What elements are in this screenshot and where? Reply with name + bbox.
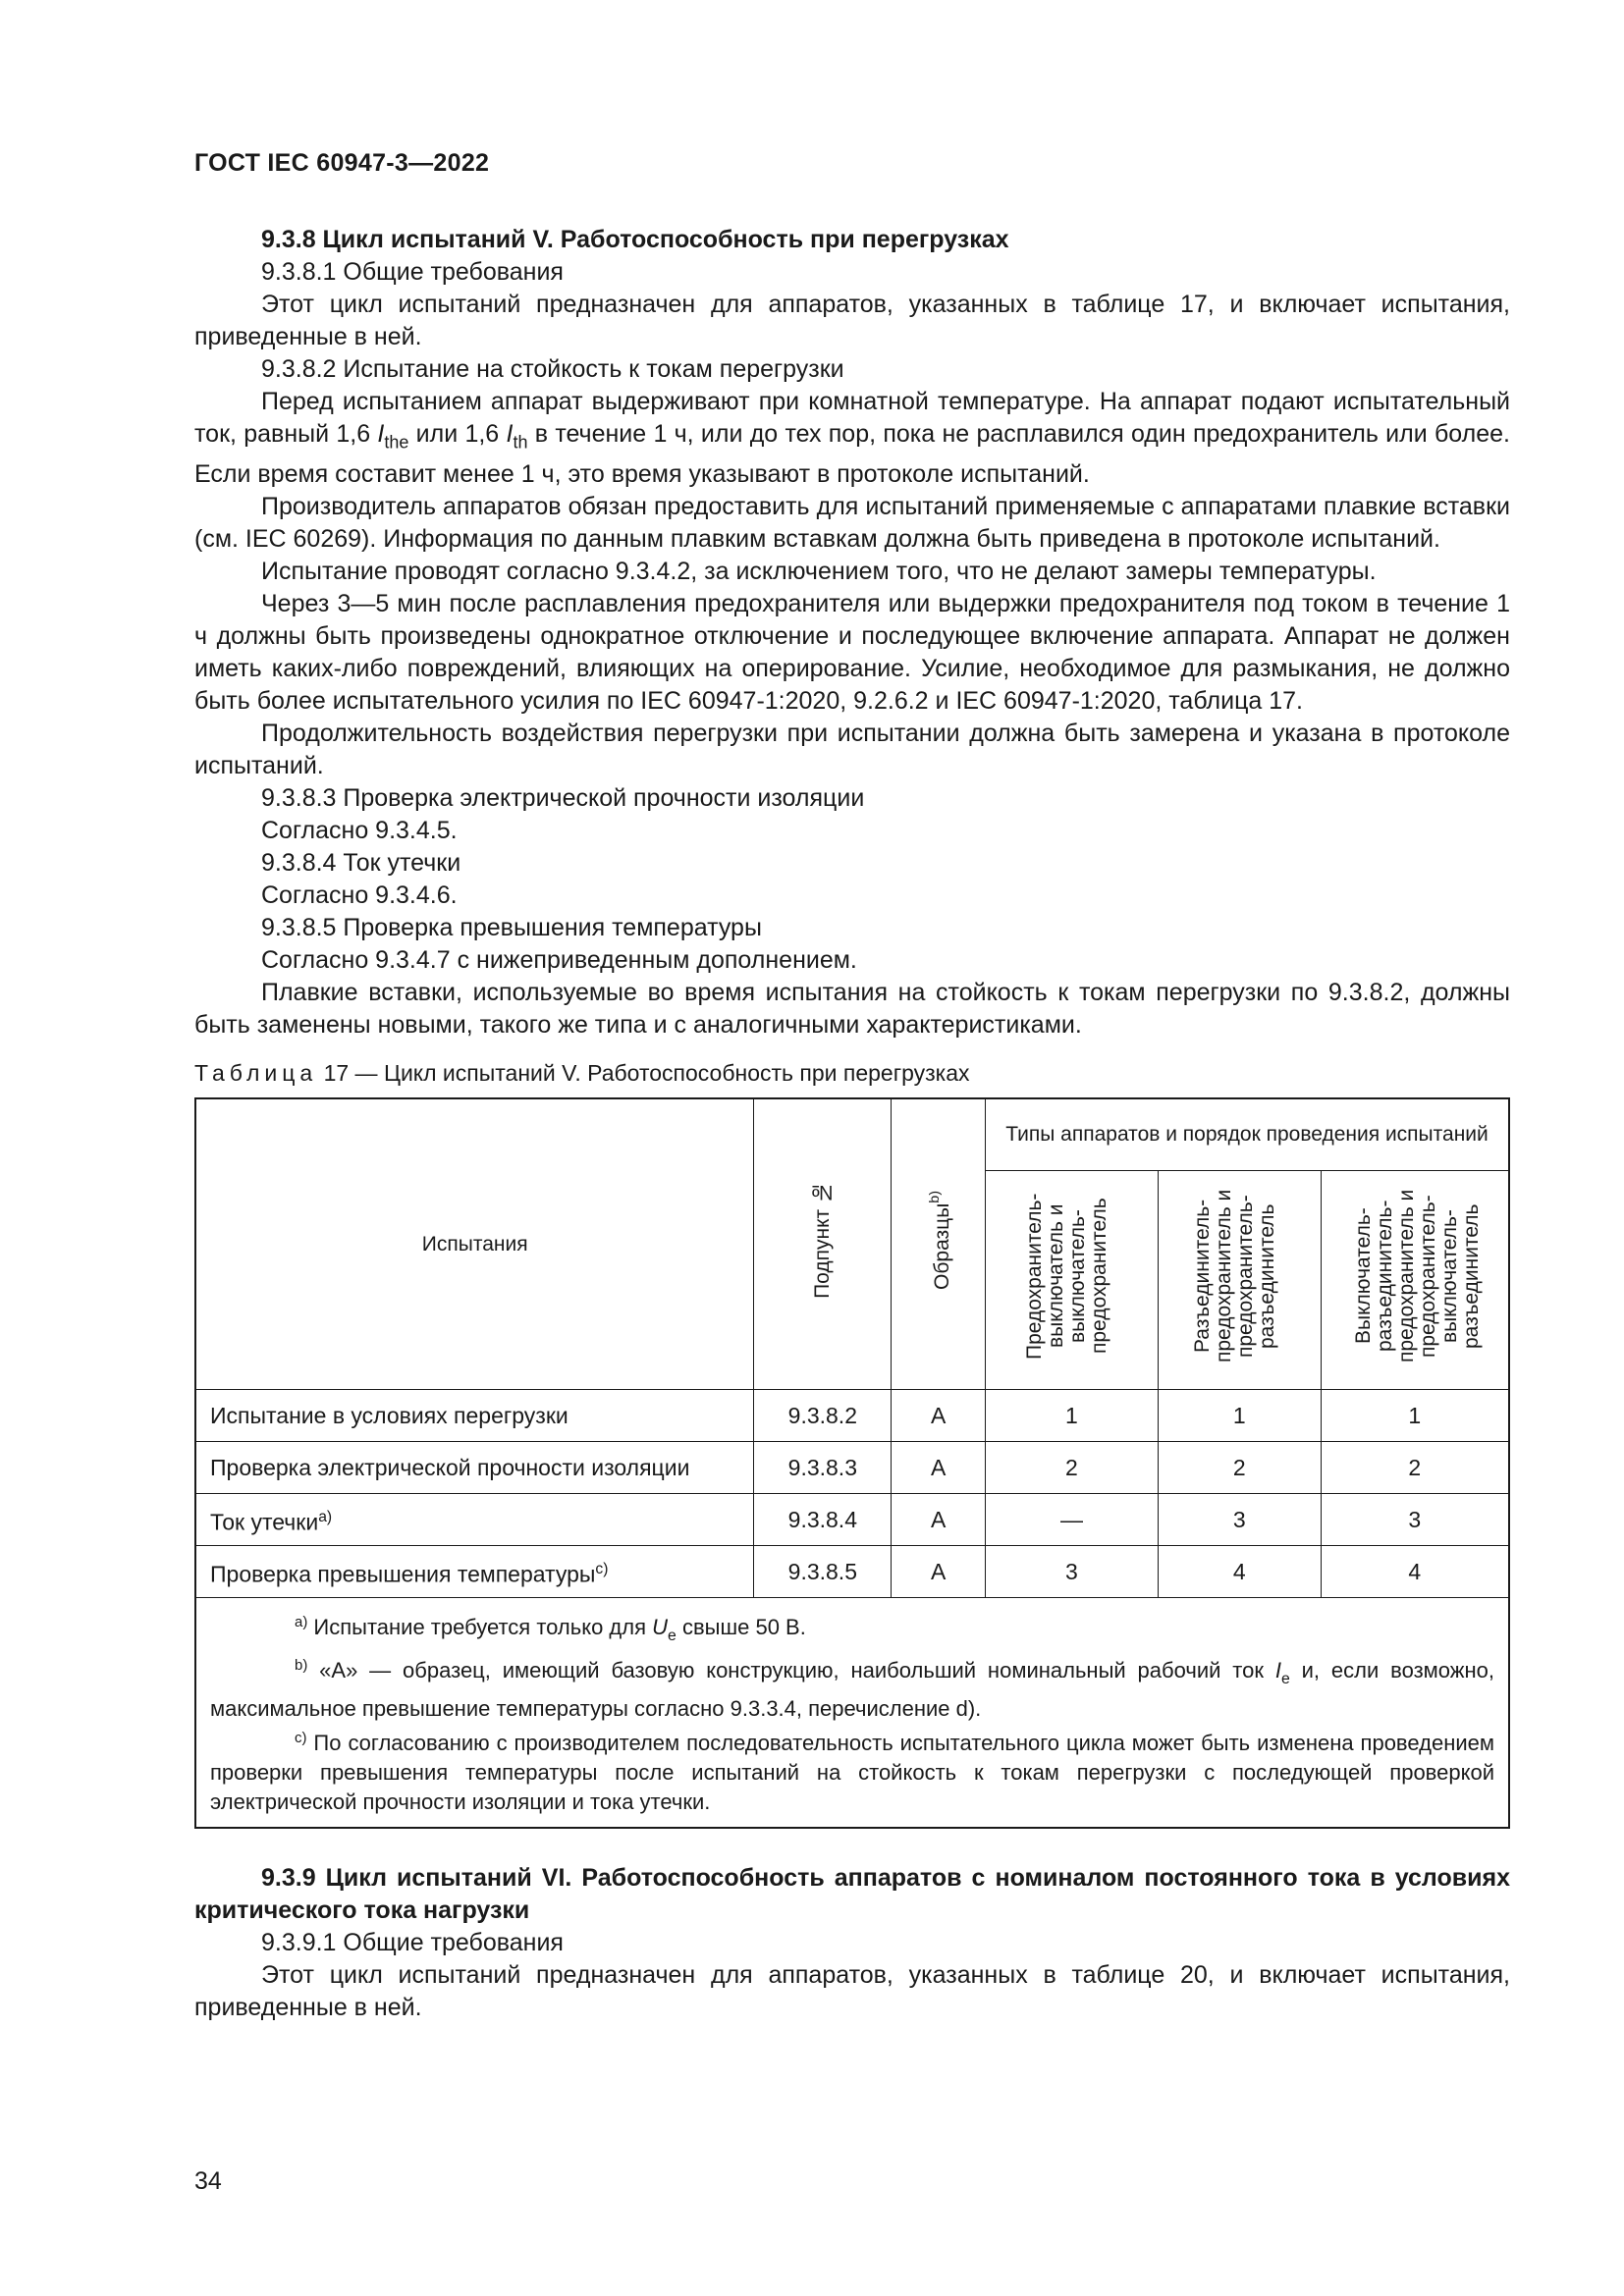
paragraph — [194, 386, 1510, 491]
table-caption — [194, 1057, 1510, 1090]
footnote-mark: b) — [926, 1190, 943, 1203]
test-sequence-table — [194, 1097, 1510, 1829]
document-header: ГОСТ IEC 60947-3—2022 — [194, 149, 490, 177]
row-test-name: Испытание в условиях перегрузки — [195, 1390, 754, 1442]
row-test-name-text: Проверка превышения температуры — [210, 1561, 596, 1587]
header-samples-text — [924, 1191, 953, 1290]
table-note-b — [210, 1651, 1494, 1724]
subsection-heading: 9.3.8.2 Испытание на стойкость к токам перегрузки — [261, 355, 844, 383]
row-test-name — [195, 1546, 754, 1598]
paragraph: Согласно 9.3.4.5. — [261, 817, 458, 845]
voltage-symbol: U — [652, 1615, 669, 1640]
row-subclause: 9.3.8.2 — [754, 1390, 892, 1442]
subscript: e — [1280, 1670, 1290, 1687]
current-symbol: I — [506, 420, 514, 448]
note-text: и, если возможно, максимальное превышение температуры согласно 9.3.3.4, перечисление d). — [210, 1658, 1494, 1721]
note-text: Испытание требуется только для — [307, 1615, 653, 1640]
paragraph: Этот цикл испытаний предназначен для аппаратов, указанных в таблице 20, и включает испытания, приведенные в ней. — [194, 1961, 1510, 2022]
note-text: свыше 50 В. — [676, 1615, 806, 1640]
row-type-3: 1 — [1321, 1390, 1509, 1442]
current-symbol: I — [377, 420, 385, 448]
row-type-2: 4 — [1158, 1546, 1321, 1598]
paragraph: Плавкие вставки, используемые во время испытания на стойкость к токам перегрузки по 9.3.8.2, должны быть заменены новыми, такого же типа и с аналогичными характеристиками. — [194, 979, 1510, 1040]
header-samples — [892, 1098, 986, 1390]
row-subclause: 9.3.8.5 — [754, 1546, 892, 1598]
paragraph: Продолжительность воздействия перегрузки при испытании должна быть замерена и указана в протоколе испытаний. — [194, 720, 1510, 780]
table-row — [195, 1442, 1509, 1494]
header-type-3-text: Выключатель-разъединитель-предохранитель и предохранитель-выключатель-разъединитель — [1351, 1189, 1483, 1362]
table-notes — [195, 1598, 1509, 1828]
section-heading-9-3-8: 9.3.8 Цикл испытаний V. Работоспособность при перегрузках — [261, 226, 1009, 253]
spacer — [194, 1829, 1510, 1862]
row-test-name: Проверка электрической прочности изоляции — [195, 1442, 754, 1494]
row-type-3: 3 — [1321, 1494, 1509, 1546]
current-symbol: I — [1274, 1658, 1281, 1683]
row-type-2: 1 — [1158, 1390, 1321, 1442]
row-sample: A — [892, 1442, 986, 1494]
row-sample: A — [892, 1494, 986, 1546]
subscript: e — [668, 1628, 677, 1645]
row-subclause: 9.3.8.4 — [754, 1494, 892, 1546]
row-subclause: 9.3.8.3 — [754, 1442, 892, 1494]
footnote-mark: c) — [595, 1561, 609, 1577]
text-run: в течение 1 ч, или до тех пор, пока не расплавился один предохранитель или более. Если время составит менее 1 ч, это время указывают в протоколе испытаний. — [194, 420, 1510, 489]
paragraph: Испытание проводят согласно 9.3.4.2, за исключением того, что не делают замеры температуры. — [261, 558, 1377, 586]
row-type-2: 2 — [1158, 1442, 1321, 1494]
document-body — [194, 224, 1510, 2024]
subsection-heading: 9.3.8.1 Общие требования — [261, 258, 564, 286]
table-caption-word: Таблица — [194, 1060, 318, 1087]
subsection-heading: 9.3.8.4 Ток утечки — [261, 849, 461, 878]
paragraph: Через 3—5 мин после расплавления предохранителя или выдержки предохранителя под током в течение 1 ч должны быть произведены однократное отключение и последующее включение аппарата. Аппарат не должен иметь каких-либо повреждений, влияющих на оперирование. Усилие, необходимое для размыкания, не должно быть более испытательного усилия по IEC 60947-1:2020, 9.2.6.2 и IEC 60947-1:2020, таблица 17. — [194, 590, 1510, 716]
text-run: или 1,6 — [408, 420, 507, 448]
row-test-name — [195, 1494, 754, 1546]
footnote-mark: c) — [295, 1729, 307, 1746]
note-text: По согласованию с производителем последовательность испытательного цикла может быть изменена проведением проверки превышения температуры после испытаний на стойкость к токам перегрузки с последующей проверкой электрической прочности изоляции и тока утечки. — [210, 1731, 1494, 1815]
table-note-a — [210, 1608, 1494, 1651]
footnote-mark: b) — [295, 1657, 308, 1675]
header-type-3 — [1321, 1171, 1509, 1390]
row-type-3: 2 — [1321, 1442, 1509, 1494]
row-type-1: — — [986, 1494, 1159, 1546]
row-type-1: 1 — [986, 1390, 1159, 1442]
table-row — [195, 1390, 1509, 1442]
row-sample: A — [892, 1390, 986, 1442]
header-subclause-text: Подпункт № — [810, 1181, 834, 1300]
subsection-heading: 9.3.8.5 Проверка превышения температуры — [261, 914, 762, 942]
subscript: th — [513, 432, 528, 453]
table-note-c — [210, 1724, 1494, 1817]
subscript: the — [384, 432, 409, 453]
note-text: «А» — образец, имеющий базовую конструкцию, наибольший номинальный рабочий ток — [307, 1658, 1275, 1683]
header-device-types: Типы аппаратов и порядок проведения испытаний — [986, 1098, 1509, 1171]
header-type-1-text: Предохранитель-выключатель и выключатель-предохранитель — [1023, 1193, 1111, 1360]
subsection-heading: 9.3.8.3 Проверка электрической прочности изоляции — [261, 784, 865, 813]
header-tests: Испытания — [195, 1098, 754, 1390]
footnote-mark: a) — [318, 1509, 333, 1525]
header-type-2-text: Разъединитель-предохранитель и предохранитель-разъединитель — [1191, 1189, 1279, 1362]
row-type-2: 3 — [1158, 1494, 1321, 1546]
section-heading-9-3-9: 9.3.9 Цикл испытаний VI. Работоспособность аппаратов с номиналом постоянного тока в условиях критического тока нагрузки — [194, 1864, 1510, 1925]
page-number: 34 — [194, 2167, 222, 2195]
paragraph: Этот цикл испытаний предназначен для аппаратов, указанных в таблице 17, и включает испытания, приведенные в ней. — [194, 291, 1510, 350]
text-run: Перед испытанием аппарат выдерживают при комнатной температуре. На аппарат подают испытательный ток, равный 1,6 — [194, 388, 1510, 448]
header-type-1 — [986, 1171, 1159, 1390]
row-type-1: 2 — [986, 1442, 1159, 1494]
subsection-heading: 9.3.9.1 Общие требования — [261, 1929, 564, 1957]
row-test-name-text: Ток утечки — [210, 1509, 319, 1535]
table-row — [195, 1546, 1509, 1598]
table-caption-text: 17 — Цикл испытаний V. Работоспособность при перегрузках — [317, 1060, 970, 1087]
header-subclause — [754, 1098, 892, 1390]
row-sample: A — [892, 1546, 986, 1598]
header-samples-label: Образцы — [930, 1202, 953, 1290]
row-type-1: 3 — [986, 1546, 1159, 1598]
table-row — [195, 1494, 1509, 1546]
footnote-mark: a) — [295, 1614, 308, 1631]
header-type-2 — [1158, 1171, 1321, 1390]
row-type-3: 4 — [1321, 1546, 1509, 1598]
paragraph: Производитель аппаратов обязан предоставить для испытаний применяемые с аппаратами плавкие вставки (см. IEC 60269). Информация по данным плавким вставкам должна быть приведена в протоколе испытаний. — [194, 493, 1510, 554]
paragraph: Согласно 9.3.4.6. — [261, 881, 458, 910]
paragraph: Согласно 9.3.4.7 с нижеприведенным дополнением. — [261, 946, 857, 975]
